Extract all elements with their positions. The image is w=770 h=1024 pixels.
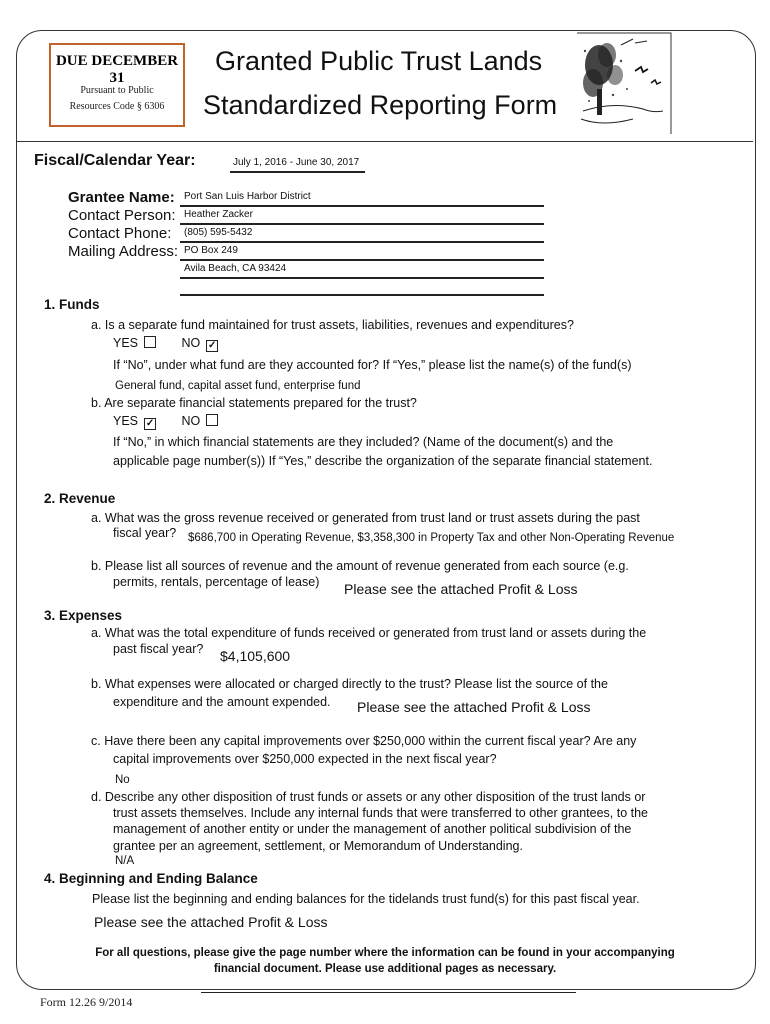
instruction-note-2: financial document. Please use additional pages as necessary. bbox=[213, 963, 557, 975]
mailing-address-line-1 bbox=[180, 259, 544, 261]
revenue-b-question-1: b. Please list all sources of revenue and the amount of revenue generated from each source (e.g. bbox=[91, 559, 629, 573]
form-title-line2: Standardized Reporting Form bbox=[203, 90, 558, 120]
expenses-heading: 3. Expenses bbox=[44, 608, 123, 623]
funds-a-followup: If “No”, under what fund are they accounted for? If “Yes,” please list the name(s) of the fund(s) bbox=[113, 358, 632, 372]
funds-a-yes-checkbox[interactable] bbox=[144, 336, 156, 348]
funds-b-yes-label: YES bbox=[113, 414, 139, 428]
funds-b-options bbox=[113, 414, 218, 430]
fiscal-year-label: Fiscal/Calendar Year: bbox=[34, 152, 196, 169]
revenue-heading: 2. Revenue bbox=[44, 491, 116, 506]
form-title-line1: Granted Public Trust Lands bbox=[215, 46, 543, 76]
funds-a-yes-label: YES bbox=[113, 336, 139, 350]
funds-a-answer[interactable]: General fund, capital asset fund, enterprise fund bbox=[115, 380, 361, 392]
revenue-b-question-2: permits, rentals, percentage of lease) bbox=[113, 575, 320, 589]
grantee-name-line bbox=[180, 205, 544, 207]
funds-heading: 1. Funds bbox=[44, 297, 100, 312]
due-subtitle-1: Pursuant to Public bbox=[80, 85, 154, 96]
contact-person-label: Contact Person: bbox=[68, 207, 176, 224]
contact-person-value[interactable]: Heather Zacker bbox=[184, 209, 253, 220]
funds-b-no-checkbox[interactable] bbox=[206, 414, 218, 426]
expenses-b-answer[interactable]: Please see the attached Profit & Loss bbox=[357, 699, 591, 715]
balance-heading: 4. Beginning and Ending Balance bbox=[44, 871, 258, 886]
revenue-a-question-1: a. What was the gross revenue received or generated from trust land or trust assets during the past bbox=[91, 511, 640, 525]
funds-b-no-label: NO bbox=[181, 414, 201, 428]
expenses-d-question-4: grantee per an agreement, settlement, or Memorandum of Understanding. bbox=[113, 839, 523, 853]
funds-b-question: b. Are separate financial statements prepared for the trust? bbox=[91, 396, 417, 410]
instruction-note-1: For all questions, please give the page number where the information can be found in your accompanying bbox=[95, 947, 675, 959]
fiscal-year-value[interactable]: July 1, 2016 - June 30, 2017 bbox=[233, 157, 360, 168]
revenue-a-question-2: fiscal year? bbox=[113, 526, 177, 540]
revenue-b-answer[interactable]: Please see the attached Profit & Loss bbox=[344, 581, 578, 597]
mailing-address-value-2[interactable]: Avila Beach, CA 93424 bbox=[184, 263, 287, 274]
mailing-address-value-1[interactable]: PO Box 249 bbox=[184, 245, 238, 256]
expenses-c-answer[interactable]: No bbox=[115, 774, 130, 786]
expenses-d-question-1: d. Describe any other disposition of trust funds or assets or any other disposition of the trust lands or bbox=[91, 790, 646, 804]
expenses-b-question-2: expenditure and the amount expended. bbox=[113, 695, 331, 709]
contact-phone-line bbox=[180, 241, 544, 243]
due-date-box bbox=[49, 43, 185, 127]
tree-seal-icon bbox=[573, 31, 673, 136]
revenue-a-answer[interactable]: $686,700 in Operating Revenue, $3,358,300 in Property Tax and other Non-Operating Revenue bbox=[188, 532, 675, 544]
funds-a-options bbox=[113, 336, 218, 352]
balance-answer[interactable]: Please see the attached Profit & Loss bbox=[94, 914, 328, 930]
grantee-name-value[interactable]: Port San Luis Harbor District bbox=[184, 191, 311, 202]
expenses-b-question-1: b. What expenses were allocated or charged directly to the trust? Please list the source of the bbox=[91, 677, 608, 691]
funds-a-no-checkbox[interactable]: ✓ bbox=[208, 340, 217, 351]
expenses-a-answer[interactable]: $4,105,600 bbox=[220, 648, 291, 664]
due-subtitle-2: Resources Code § 6306 bbox=[69, 101, 165, 112]
funds-a-no-label: NO bbox=[181, 336, 201, 350]
signature-line bbox=[201, 992, 576, 993]
form-id: Form 12.26 9/2014 bbox=[40, 995, 133, 1009]
expenses-c-question-1: c. Have there been any capital improvements over $250,000 within the current fiscal year? Are any bbox=[91, 734, 637, 748]
contact-person-line bbox=[180, 223, 544, 225]
mailing-address-label: Mailing Address: bbox=[68, 243, 179, 260]
expenses-a-question-2: past fiscal year? bbox=[113, 642, 204, 656]
expenses-d-answer[interactable]: N/A bbox=[115, 855, 135, 867]
expenses-c-question-2: capital improvements over $250,000 expected in the next fiscal year? bbox=[113, 752, 497, 766]
funds-b-followup-2: applicable page number(s)) If “Yes,” describe the organization of the separate financial statement. bbox=[113, 454, 653, 468]
fiscal-year-line bbox=[230, 171, 365, 173]
mailing-address-line-2 bbox=[180, 277, 544, 279]
balance-question: Please list the beginning and ending balances for the tidelands trust fund(s) for this past fiscal year. bbox=[92, 892, 640, 906]
expenses-d-question-3: management of another entity or under the management of another political subdivision of the bbox=[113, 822, 632, 836]
funds-b-followup-1: If “No,” in which financial statements are they included? (Name of the document(s) and the bbox=[113, 435, 614, 449]
expenses-a-question-1: a. What was the total expenditure of funds received or generated from trust land or assets during the bbox=[91, 626, 647, 640]
header-divider bbox=[17, 141, 753, 142]
contact-phone-value[interactable]: (805) 595-5432 bbox=[184, 227, 253, 238]
grantee-name-label: Grantee Name: bbox=[68, 189, 175, 206]
funds-a-question: a. Is a separate fund maintained for trust assets, liabilities, revenues and expenditures? bbox=[91, 318, 574, 332]
due-title: DUE DECEMBER 31 bbox=[55, 53, 179, 86]
expenses-d-question-2: trust assets themselves. Include any internal funds that were transferred to other grantees, to the bbox=[113, 806, 649, 820]
funds-b-yes-checkbox[interactable]: ✓ bbox=[145, 418, 155, 429]
mailing-address-line-3 bbox=[180, 294, 544, 296]
contact-phone-label: Contact Phone: bbox=[68, 225, 172, 242]
